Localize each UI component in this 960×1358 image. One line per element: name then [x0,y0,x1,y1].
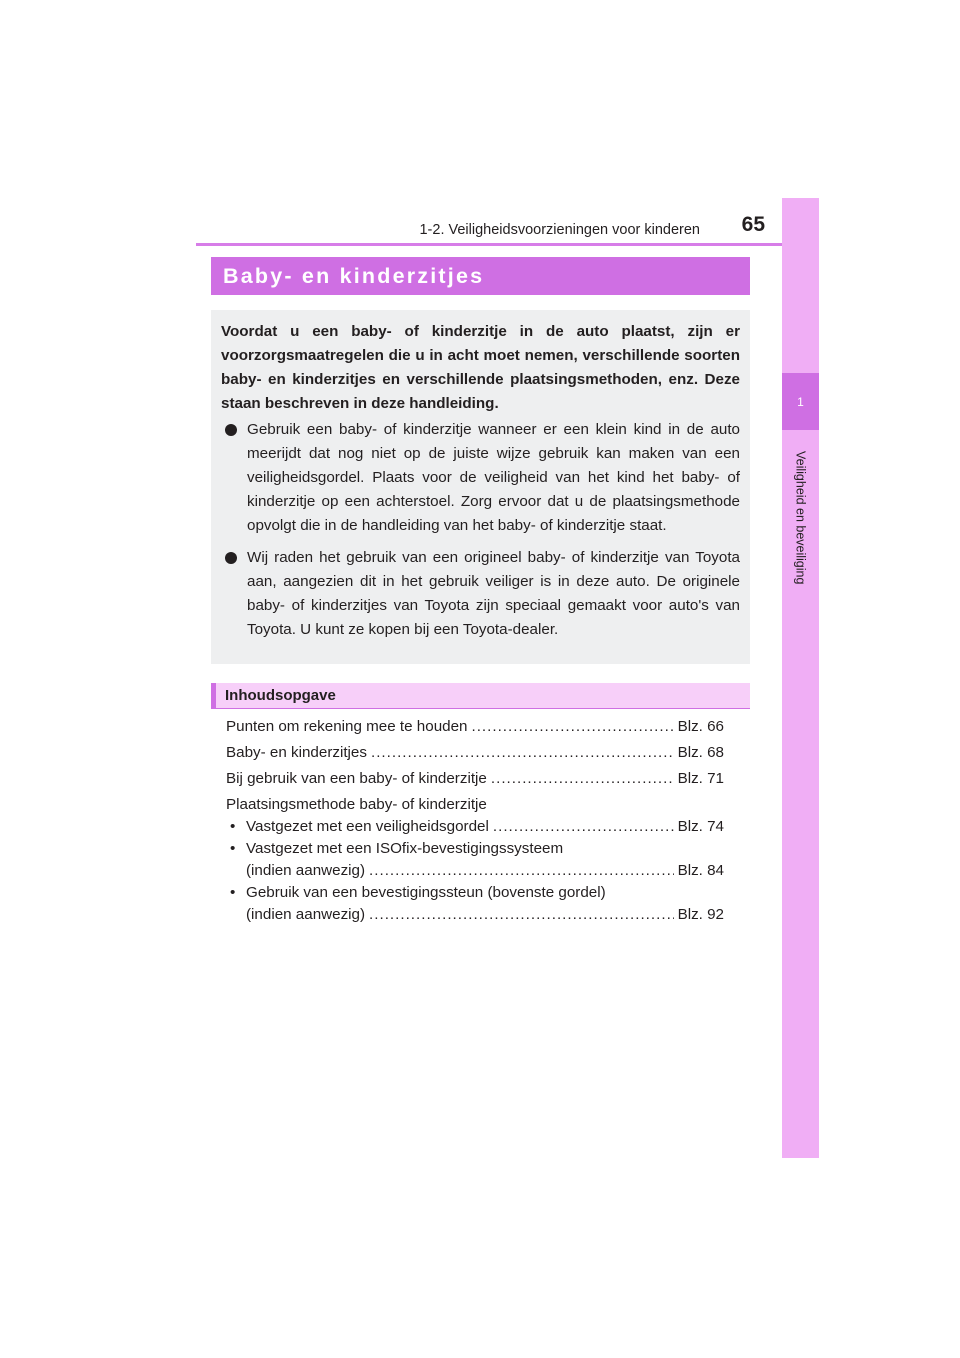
toc-entry-page: Blz. 84 [677,862,724,879]
side-tab-strip [782,198,819,1158]
toc-leader [491,768,674,790]
chapter-label [782,438,819,598]
toc-group-label: Plaatsingsmethode baby- of kinderzitje [226,796,487,813]
page-title: Baby- en kinderzitjes [223,264,485,288]
toc-subentry-cont[interactable] [226,904,724,926]
contents-heading-text: Inhoudsopgave [225,687,336,704]
toc-entry[interactable] [226,768,724,790]
toc-subentry-label: Vastgezet met een ISOfix-bevestigingssysteem [246,840,564,857]
intro-lead: Voordat u een baby- of kinderzitje in de auto plaatst, zijn er voorzorgsmaatregelen die u in acht moet nemen, verschillende soorten baby- en kinderzitjes en verschillende plaatsingsmethoden, enz. Deze staan beschreven in deze handleiding. [221,323,740,412]
toc-leader [371,742,674,764]
intro-box [211,310,750,664]
intro-bullet [221,418,740,538]
contents-heading [211,683,750,708]
toc-entry-page: Blz. 92 [677,906,724,923]
intro-bullet-text: Gebruik een baby- of kinderzitje wanneer er een klein kind in de auto meerijdt dat nog niet op de juiste wijze gebruik kan maken van een veiligheidsgordel. Plaats voor de veiligheid van het kind het baby- of kinderzitje op een achterstoel. Zorg ervoor dat u de plaatsingsmethode opvolgt die in de handleiding van het baby- of kinderzitje staat. [247,421,740,534]
toc-entry-label: Bij gebruik van een baby- of kinderzitje [226,770,487,787]
toc-leader [369,904,674,926]
toc-entry-page: Blz. 71 [677,770,724,787]
toc-subentry-cont[interactable] [226,860,724,882]
toc-subentry[interactable] [226,838,724,860]
toc-leader [471,716,673,738]
toc-entry[interactable] [226,742,724,764]
toc-leader [493,816,674,838]
intro-bullet-text: Wij raden het gebruik van een origineel baby- of kinderzitje van Toyota aan, aangezien dit in het gebruik veiliger is in deze auto. De originele baby- of kinderzitjes van Toyota zijn speciaal gemaakt voor auto's van Toyota. U kunt ze kopen bij een Toyota-dealer. [247,549,740,638]
page-title-bar [211,257,750,295]
toc-entry[interactable] [226,716,724,738]
intro-bullet [221,546,740,642]
chapter-tab[interactable] [782,373,819,430]
chapter-number: 1 [797,394,804,409]
toc-subentry[interactable] [226,816,724,838]
page-number: 65 [741,213,765,236]
chapter-label-text: Veiligheid en beveiliging [793,451,808,585]
bullet-icon: • [230,840,236,857]
bullet-icon: • [230,884,236,901]
contents-heading-accent [211,683,216,708]
toc-entry-label: Baby- en kinderzitjes [226,744,367,761]
bullet-dot-icon [225,424,237,436]
toc-entry-label: Punten om rekening mee te houden [226,718,468,735]
toc-entry-page: Blz. 74 [677,818,724,835]
toc-subentry-label: Vastgezet met een veiligheidsgordel [246,818,489,835]
toc-subentry-cont-label: (indien aanwezig) [246,906,366,923]
contents-divider [211,708,750,709]
toc-leader [369,860,674,882]
toc-subentry[interactable] [226,882,724,904]
bullet-dot-icon [225,552,237,564]
toc-entry-page: Blz. 68 [677,744,724,761]
section-title: 1-2. Veiligheidsvoorzieningen voor kinderen [419,222,700,238]
toc-subentry-cont-label: (indien aanwezig) [246,862,366,879]
header-divider [196,243,818,246]
toc-entry-page: Blz. 66 [677,718,724,735]
toc-subentry-label: Gebruik van een bevestigingssteun (bovenste gordel) [246,884,606,901]
bullet-icon: • [230,818,236,835]
table-of-contents [226,716,724,926]
